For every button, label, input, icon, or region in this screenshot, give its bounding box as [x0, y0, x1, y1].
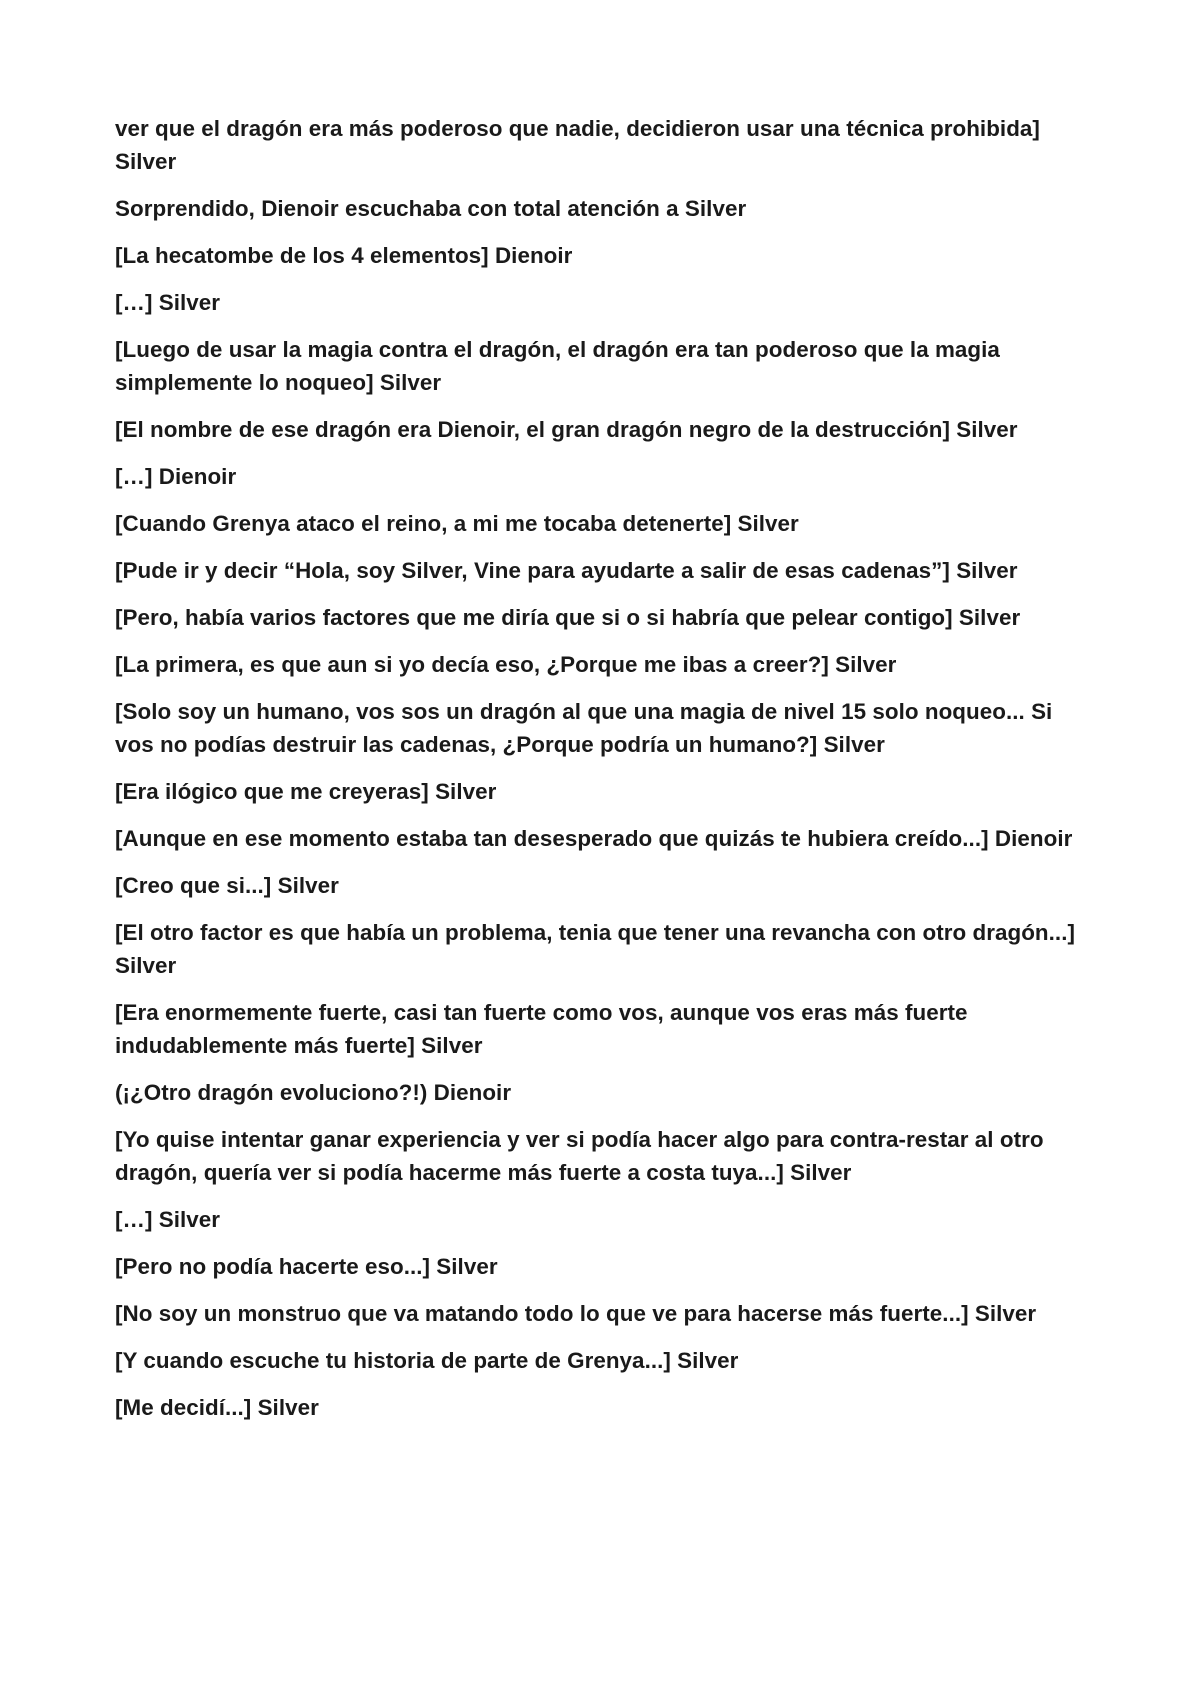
paragraph: […] Dienoir — [115, 464, 237, 489]
paragraph: [Luego de usar la magia contra el dragón, el dragón era tan poderoso que la magia simplemente lo noqueo] Silver — [115, 337, 1000, 395]
paragraph: [Aunque en ese momento estaba tan desesperado que quizás te hubiera creído...] Dienoir — [115, 826, 1073, 851]
paragraph: [Pero, había varios factores que me diría que si o si habría que pelear contigo] Silver — [115, 605, 1021, 630]
document-body — [115, 112, 1090, 1438]
paragraph: [La hecatombe de los 4 elementos] Dienoir — [115, 243, 573, 268]
paragraph: [Me decidí...] Silver — [115, 1395, 319, 1420]
paragraph: [Y cuando escuche tu historia de parte de Grenya...] Silver — [115, 1348, 739, 1373]
paragraph: [Yo quise intentar ganar experiencia y ver si podía hacer algo para contra-restar al otro dragón, quería ver si podía hacerme más fuerte a costa tuya...] Silver — [115, 1127, 1044, 1185]
paragraph: [Era ilógico que me creyeras] Silver — [115, 779, 497, 804]
paragraph: Sorprendido, Dienoir escuchaba con total atención a Silver — [115, 196, 747, 221]
paragraph: (¡¿Otro dragón evoluciono?!) Dienoir — [115, 1080, 512, 1105]
paragraph: [Solo soy un humano, vos sos un dragón al que una magia de nivel 15 solo noqueo... Si vos no podías destruir las cadenas, ¿Porque podría un humano?] Silver — [115, 699, 1053, 757]
paragraph: ver que el dragón era más poderoso que nadie, decidieron usar una técnica prohibida] Silver — [115, 116, 1040, 174]
paragraph: [El otro factor es que había un problema, tenia que tener una revancha con otro dragón...] Silver — [115, 920, 1075, 978]
paragraph: […] Silver — [115, 1207, 221, 1232]
paragraph: [Cuando Grenya ataco el reino, a mi me tocaba detenerte] Silver — [115, 511, 799, 536]
paragraph: [Pero no podía hacerte eso...] Silver — [115, 1254, 498, 1279]
paragraph: […] Silver — [115, 290, 221, 315]
paragraph: [No soy un monstruo que va matando todo lo que ve para hacerse más fuerte...] Silver — [115, 1301, 1037, 1326]
paragraph: [Creo que si...] Silver — [115, 873, 339, 898]
paragraph: [La primera, es que aun si yo decía eso, ¿Porque me ibas a creer?] Silver — [115, 652, 897, 677]
paragraph: [El nombre de ese dragón era Dienoir, el gran dragón negro de la destrucción] Silver — [115, 417, 1018, 442]
paragraph: [Pude ir y decir “Hola, soy Silver, Vine para ayudarte a salir de esas cadenas”] Silver — [115, 558, 1018, 583]
paragraph: [Era enormemente fuerte, casi tan fuerte como vos, aunque vos eras más fuerte indudablemente más fuerte] Silver — [115, 1000, 968, 1058]
